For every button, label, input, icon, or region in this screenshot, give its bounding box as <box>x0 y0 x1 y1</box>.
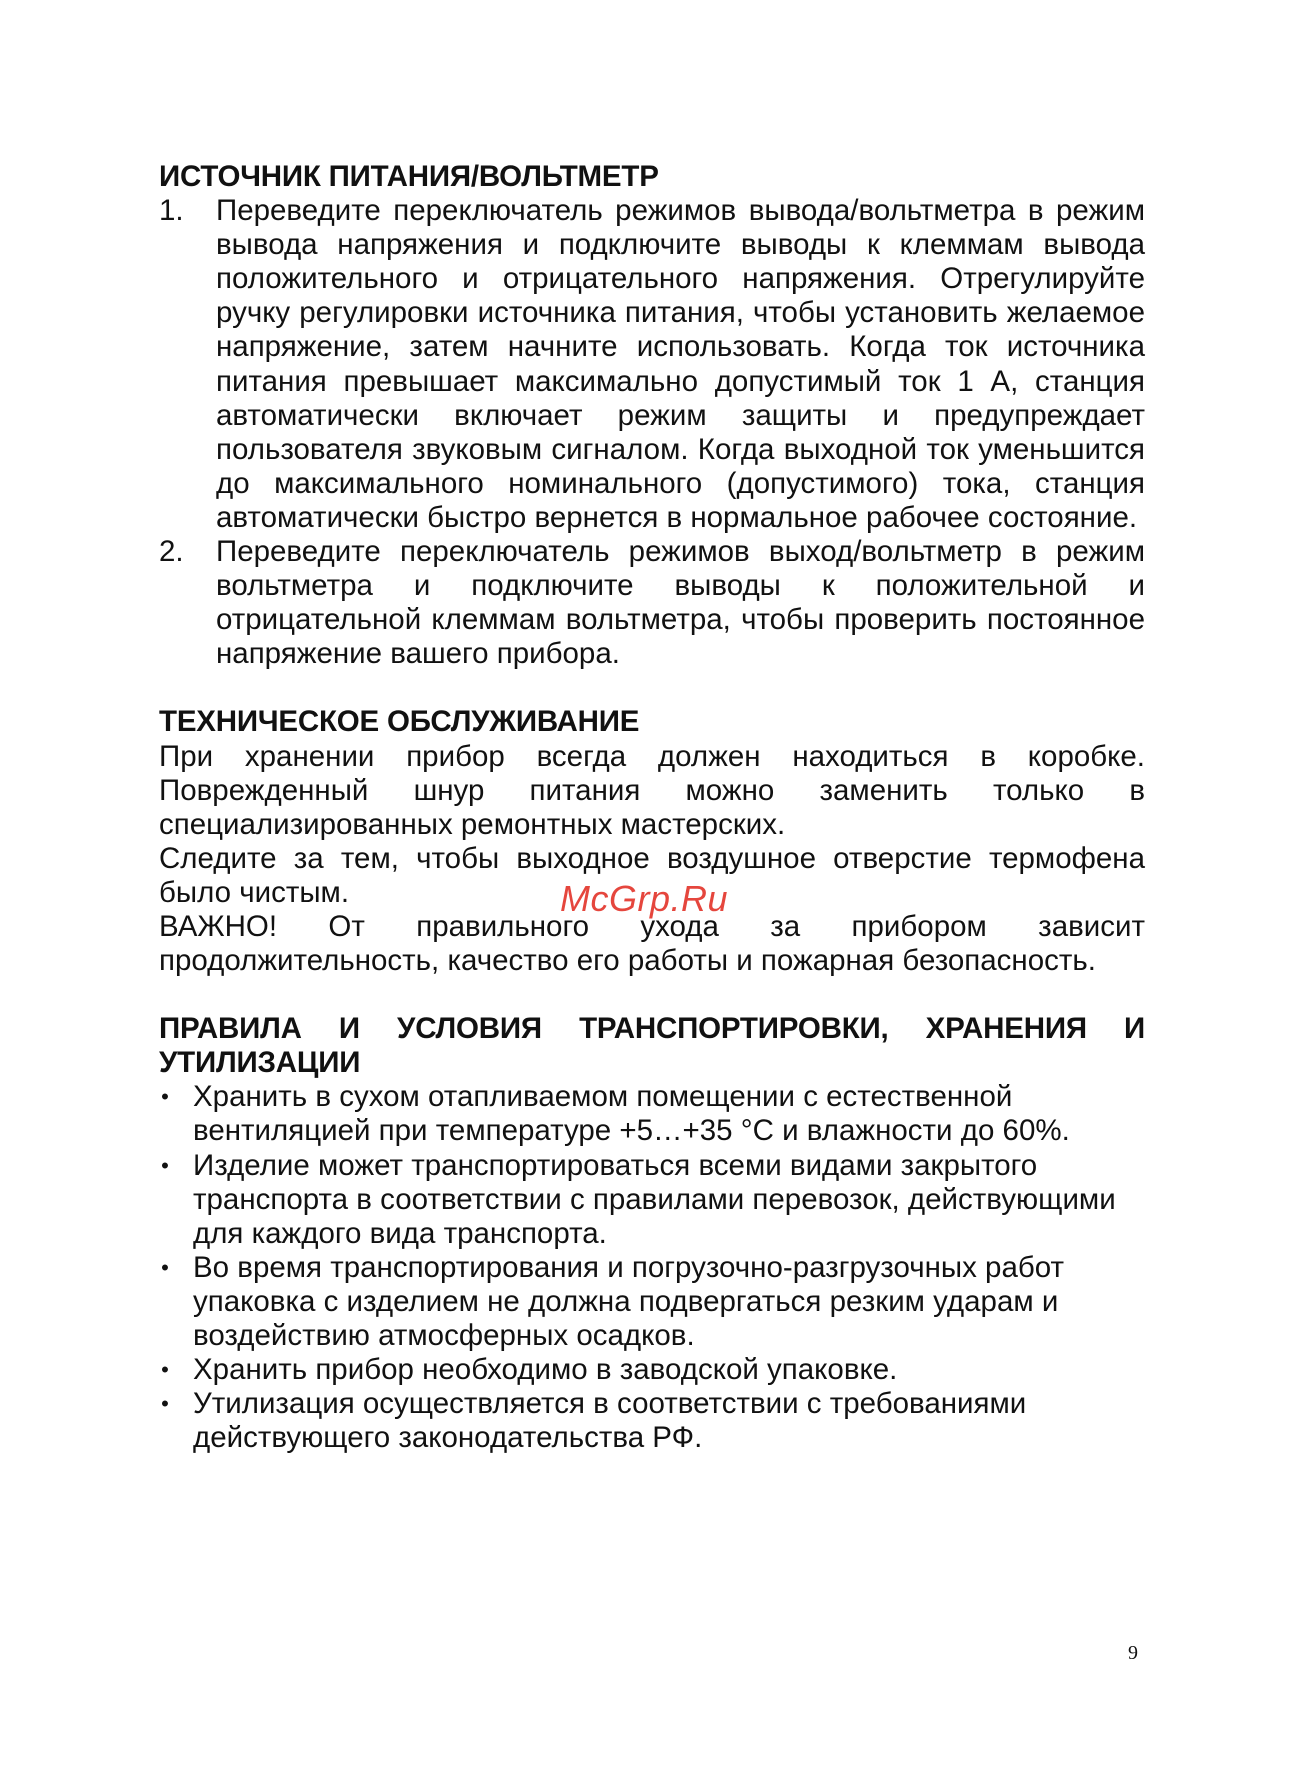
list-item-text: Изделие может транспортироваться всеми видами закрытого транспорта в соответствии с правилами перевозок, действующими для каждого вида транспорта. <box>193 1148 1116 1250</box>
list-item-number: 1. <box>159 194 184 228</box>
transport-rules-list <box>159 1080 1145 1455</box>
bullet-icon: • <box>161 1357 169 1383</box>
list-item <box>159 1353 1145 1387</box>
maintenance-paragraph: ВАЖНО! От правильного ухода за прибором зависит продолжительность, качество его работы и пожарная безопасность. <box>159 909 1145 978</box>
section-spacer <box>159 671 1145 705</box>
list-item <box>159 194 1145 535</box>
list-item-text: Во время транспортирования и погрузочно-разгрузочных работ упаковка с изделием не должна подвергаться резким ударам и воздействию атмосферных осадков. <box>193 1250 1065 1352</box>
list-item-text: Утилизация осуществляется в соответствии с требованиями действующего законодательства РФ. <box>193 1387 1027 1455</box>
list-item <box>159 1387 1145 1455</box>
power-steps-list <box>159 194 1145 671</box>
list-item <box>159 535 1145 671</box>
list-item-text: Переведите переключатель режимов выход/вольтметр в режим вольтметра и подключите выводы к положительной и отрицательной клеммам вольтметра, чтобы проверить постоянное напряжение вашего прибора. <box>216 535 1145 671</box>
page-number: 9 <box>1128 1642 1138 1664</box>
list-item <box>159 1149 1145 1251</box>
list-item-text: Хранить прибор необходимо в заводской упаковке. <box>193 1353 898 1387</box>
list-item-text: Хранить в сухом отапливаемом помещении с естественной вентиляцией при температуре +5…+35 °С и влажности до 60%. <box>193 1080 1070 1148</box>
list-item <box>159 1080 1145 1148</box>
bullet-icon: • <box>161 1152 169 1178</box>
section-spacer <box>159 978 1145 1012</box>
section-title-maintenance: ТЕХНИЧЕСКОЕ ОБСЛУЖИВАНИЕ <box>159 705 640 739</box>
bullet-icon: • <box>161 1254 169 1280</box>
list-item <box>159 1251 1145 1353</box>
list-item-text: Переведите переключатель режимов вывода/вольтметра в режим вывода напряжения и подключите выводы к клеммам вывода положительного и отрицательного напряжения. Отрегулируйте ручку регулировки источника питания, чтобы установить желаемое напряжение, затем начните использовать. Когда ток источника питания превышает максимально допустимый ток 1 А, станция автоматически включает режим защиты и предупреждает пользователя звуковым сигналом. Когда выходной ток уменьшится до максимального номинального (допустимого) тока, станция автоматически быстро вернется в нормальное рабочее состояние. <box>216 194 1145 534</box>
section-title-power: ИСТОЧНИК ПИТАНИЯ/ВОЛЬТМЕТР <box>159 160 659 193</box>
bullet-icon: • <box>161 1084 169 1110</box>
list-item-number: 2. <box>159 535 184 569</box>
bullet-icon: • <box>161 1391 169 1417</box>
maintenance-paragraph: При хранении прибор всегда должен находиться в коробке. Поврежденный шнур питания можно заменить только в специализированных ремонтных мастерских. <box>159 739 1145 841</box>
section-title-transport: ПРАВИЛА И УСЛОВИЯ ТРАНСПОРТИРОВКИ, ХРАНЕНИЯ И УТИЛИЗАЦИИ <box>159 1012 1145 1080</box>
document-page <box>159 160 1145 1455</box>
maintenance-paragraph: Следите за тем, чтобы выходное воздушное отверстие термофена было чистым. <box>159 841 1145 909</box>
watermark: McGrp.Ru <box>560 878 729 919</box>
